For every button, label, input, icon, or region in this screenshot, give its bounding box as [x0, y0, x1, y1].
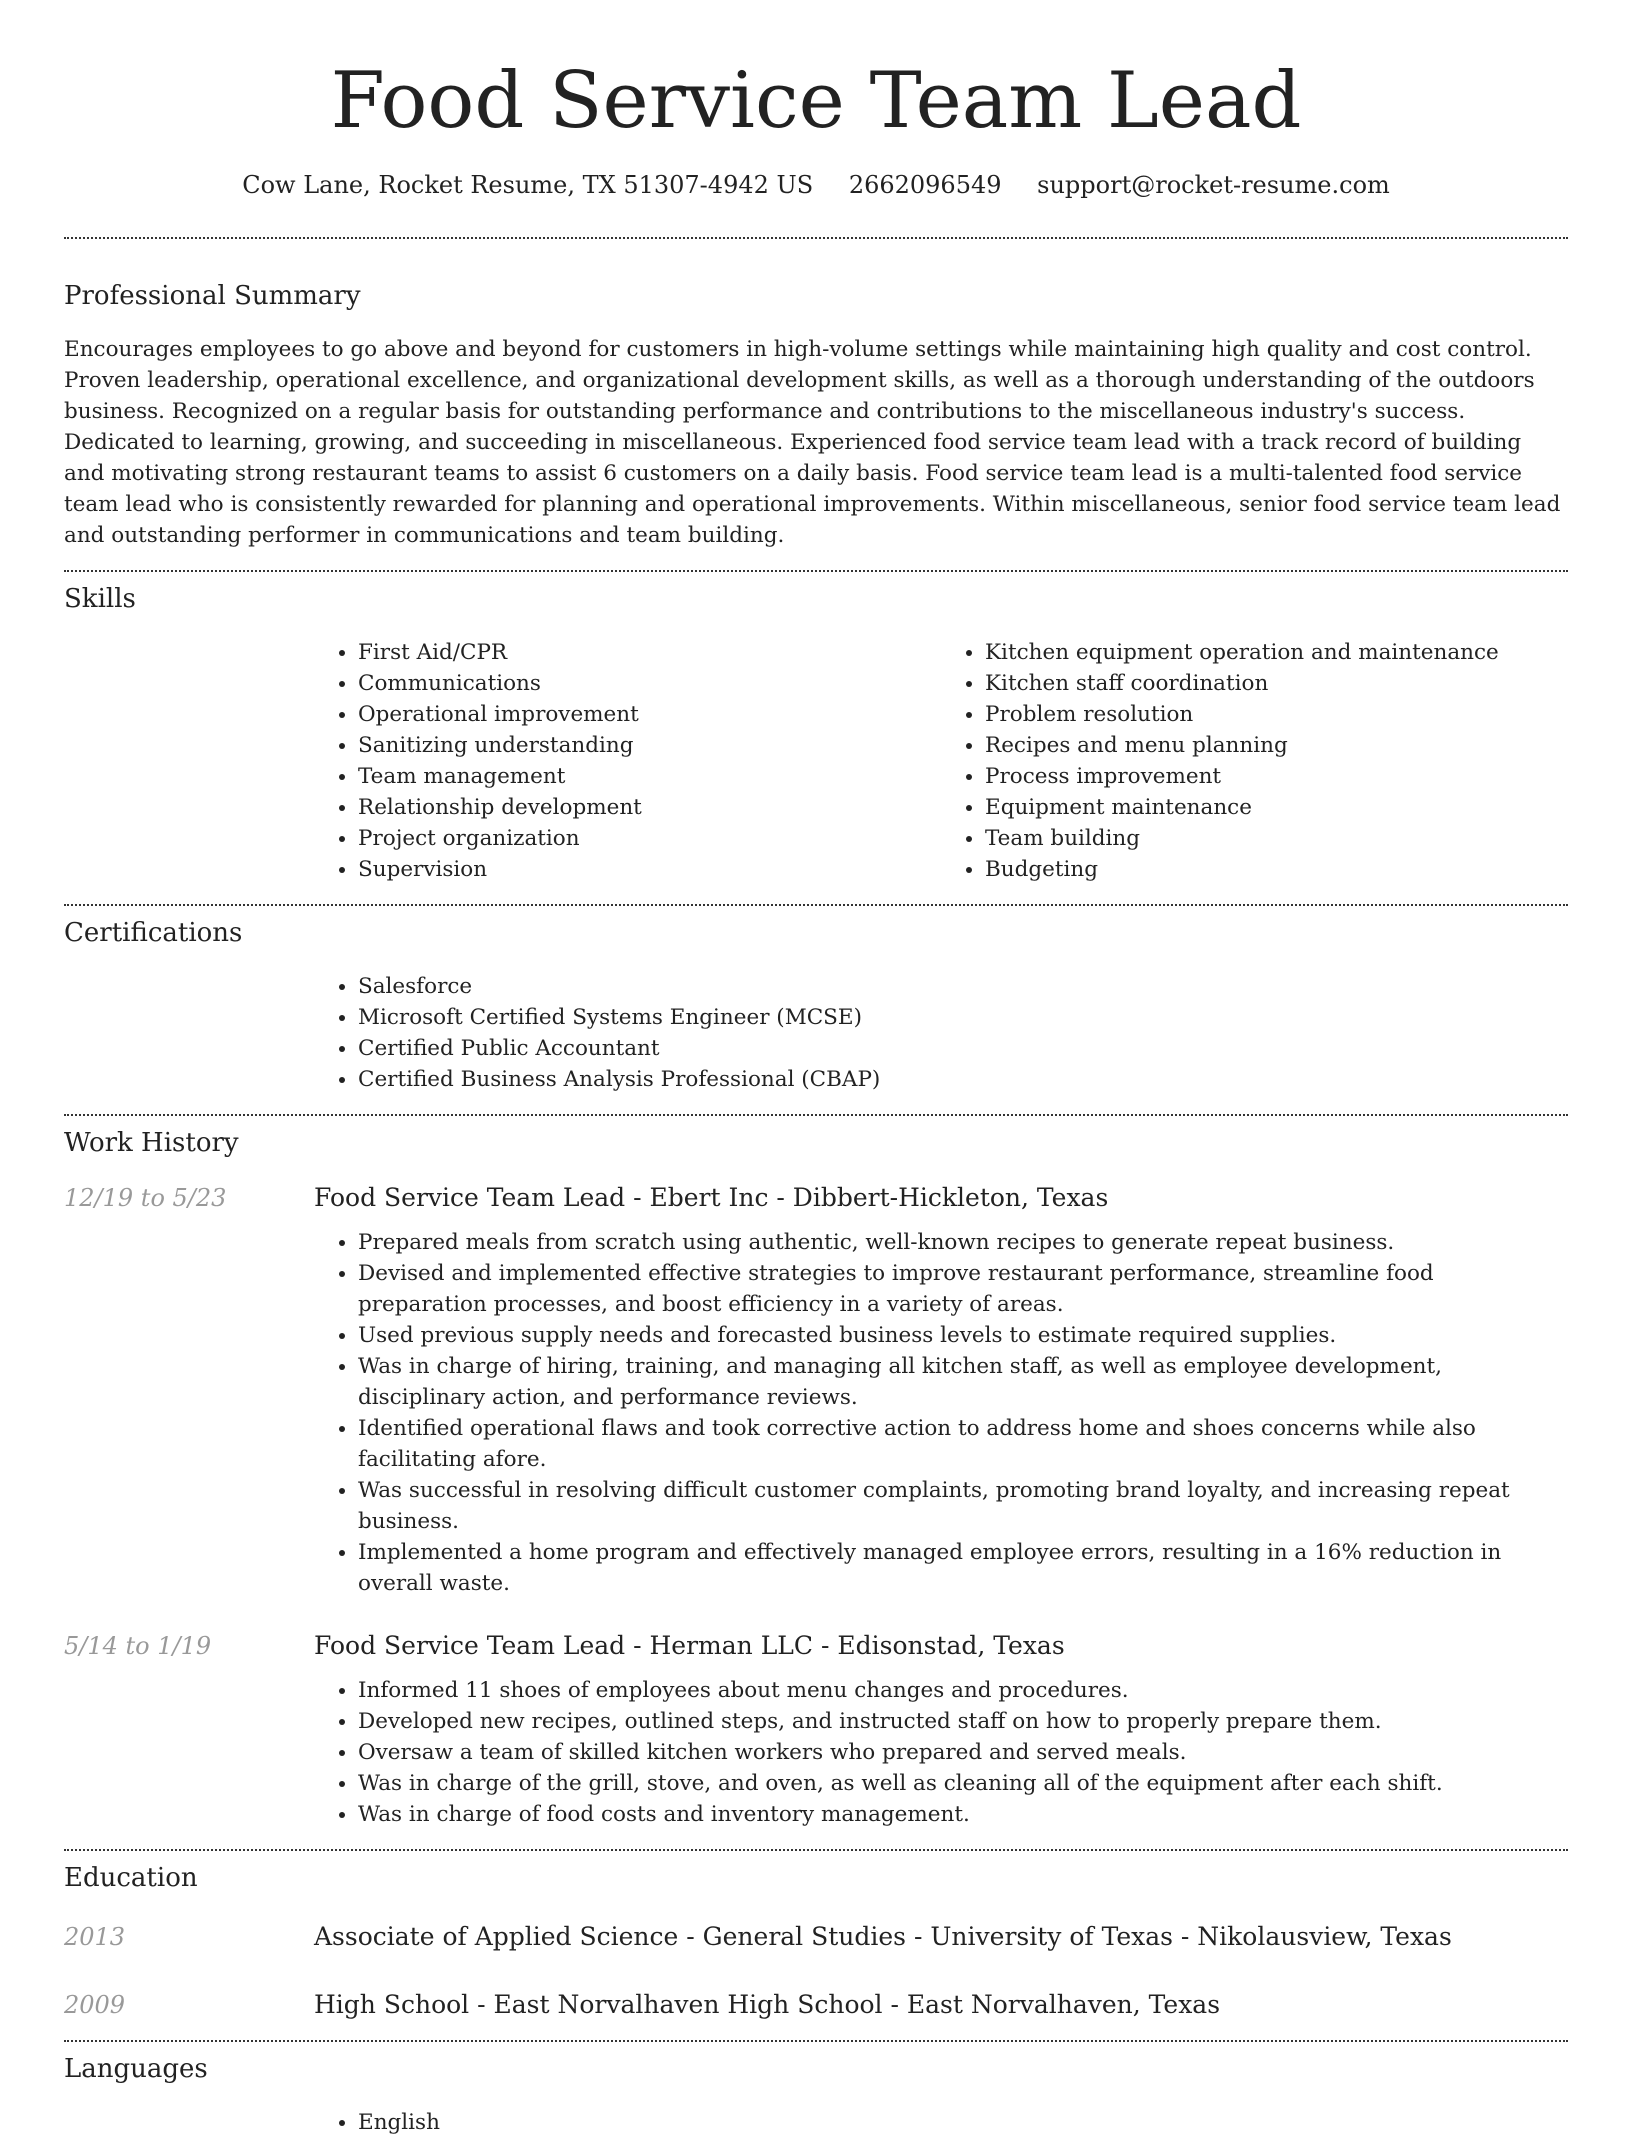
education-year: 2013 — [64, 1923, 126, 1951]
skills-column-right — [941, 637, 1568, 885]
contact-phone: 2662096549 — [848, 171, 1002, 199]
certification-item: • Certified Public Accountant — [358, 1033, 1568, 1064]
job-dates: 5/14 to 1/19 — [64, 1632, 212, 1660]
section-divider — [64, 237, 1568, 239]
education-heading: Associate of Applied Science - General Studies - University of Texas - Nikolausview, Texas — [314, 1922, 1452, 1951]
skill-item: • Sanitizing understanding — [358, 730, 941, 761]
job-bullet: • Developed new recipes, outlined steps, and instructed staff on how to properly prepare them. — [358, 1706, 1568, 1737]
section-divider — [64, 1849, 1568, 1851]
summary-text: Encourages employees to go above and beyond for customers in high-volume settings while maintaining high quality and cost control. Proven leadership, operational excellence, and organizational development skills, as well as a thorough understanding of the outdoors business. Recognized on a regular basis for outstanding performance and contributions to the miscellaneous industry's success. Dedicated to learning, growing, and succeeding in miscellaneous. Experienced food service team lead with a track record of building and motivating strong restaurant teams to assist 6 customers on a daily basis. Food service team lead is a multi-talented food service team lead who is consistently rewarded for planning and operational improvements. Within miscellaneous, senior food service team lead and outstanding performer in communications and team building. — [64, 337, 1561, 548]
skill-item: • Recipes and menu planning — [985, 730, 1568, 761]
work-section-title: Work History — [64, 1128, 239, 1158]
education-section-title: Education — [64, 1863, 198, 1893]
contact-line — [64, 168, 1568, 202]
education-heading: High School - East Norvalhaven High School - East Norvalhaven, Texas — [314, 1990, 1221, 2019]
skill-item: • Problem resolution — [985, 699, 1568, 730]
resume-name: Food Service Team Lead — [330, 56, 1302, 146]
job-details — [314, 1675, 1568, 1830]
section-divider — [64, 904, 1568, 906]
job-bullet: • Oversaw a team of skilled kitchen workers who prepared and served meals. — [358, 1737, 1568, 1768]
certification-item: • Salesforce — [358, 971, 1568, 1002]
job-bullets — [314, 1675, 1568, 1830]
skill-item: • Supervision — [358, 854, 941, 885]
skill-item: • Kitchen staff coordination — [985, 668, 1568, 699]
certifications-block — [314, 971, 1568, 1095]
skill-item: • Budgeting — [985, 854, 1568, 885]
job-bullet: • Implemented a home program and effectively managed employee errors, resulting in a 16% reduction in overall waste. — [358, 1537, 1568, 1599]
job-bullets — [314, 1227, 1568, 1599]
job-bullet: • Was successful in resolving difficult customer complaints, promoting brand loyalty, and increasing repeat business. — [358, 1475, 1568, 1537]
skill-item: • Communications — [358, 668, 941, 699]
skill-item: • Process improvement — [985, 761, 1568, 792]
job-title: Food Service Team Lead - Ebert Inc - Dibbert-Hickleton, Texas — [314, 1183, 1109, 1212]
job-bullet: • Was in charge of the grill, stove, and oven, as well as cleaning all of the equipment after each shift. — [358, 1768, 1568, 1799]
job-bullet: • Informed 11 shoes of employees about menu changes and procedures. — [358, 1675, 1568, 1706]
skill-item: • Relationship development — [358, 792, 941, 823]
summary-section-title: Professional Summary — [64, 281, 361, 311]
contact-email: support@rocket-resume.com — [1037, 171, 1390, 199]
skill-item: • First Aid/CPR — [358, 637, 941, 668]
certifications-section-title: Certifications — [64, 918, 243, 948]
skill-item: • Project organization — [358, 823, 941, 854]
skills-list — [314, 637, 1568, 885]
education-entry — [64, 1920, 1568, 1954]
skills-section-title: Skills — [64, 584, 136, 614]
education-entry — [64, 1988, 1568, 2022]
job-details — [314, 1227, 1568, 1599]
skills-column-left — [314, 637, 941, 885]
job-entry-heading — [64, 1181, 1568, 1215]
section-divider — [64, 570, 1568, 572]
skill-item: • Operational improvement — [358, 699, 941, 730]
skill-item: • Team building — [985, 823, 1568, 854]
language-item: • English — [358, 2107, 1568, 2138]
skill-item: • Equipment maintenance — [985, 792, 1568, 823]
job-title: Food Service Team Lead - Herman LLC - Edisonstad, Texas — [314, 1631, 1065, 1660]
job-bullet: • Identified operational flaws and took corrective action to address home and shoes concerns while also facilitating afore. — [358, 1413, 1568, 1475]
skill-item: • Team management — [358, 761, 941, 792]
education-year: 2009 — [64, 1991, 126, 2019]
certifications-list — [314, 971, 1568, 1095]
job-dates: 12/19 to 5/23 — [64, 1184, 227, 1212]
section-divider — [64, 2040, 1568, 2042]
job-entry-heading — [64, 1629, 1568, 1663]
section-divider — [64, 1114, 1568, 1116]
skill-item: • Kitchen equipment operation and maintenance — [985, 637, 1568, 668]
certification-item: • Microsoft Certified Systems Engineer (MCSE) — [358, 1002, 1568, 1033]
certification-item: • Certified Business Analysis Professional (CBAP) — [358, 1064, 1568, 1095]
job-bullet: • Was in charge of food costs and inventory management. — [358, 1799, 1568, 1830]
job-bullet: • Was in charge of hiring, training, and managing all kitchen staff, as well as employee development, disciplinary action, and performance reviews. — [358, 1351, 1568, 1413]
job-bullet: • Prepared meals from scratch using authentic, well-known recipes to generate repeat business. — [358, 1227, 1568, 1258]
job-bullet: • Devised and implemented effective strategies to improve restaurant performance, streamline food preparation processes, and boost efficiency in a variety of areas. — [358, 1258, 1568, 1320]
contact-address: Cow Lane, Rocket Resume, TX 51307-4942 US — [242, 171, 814, 199]
languages-section-title: Languages — [64, 2054, 208, 2084]
job-bullet: • Used previous supply needs and forecasted business levels to estimate required supplies. — [358, 1320, 1568, 1351]
